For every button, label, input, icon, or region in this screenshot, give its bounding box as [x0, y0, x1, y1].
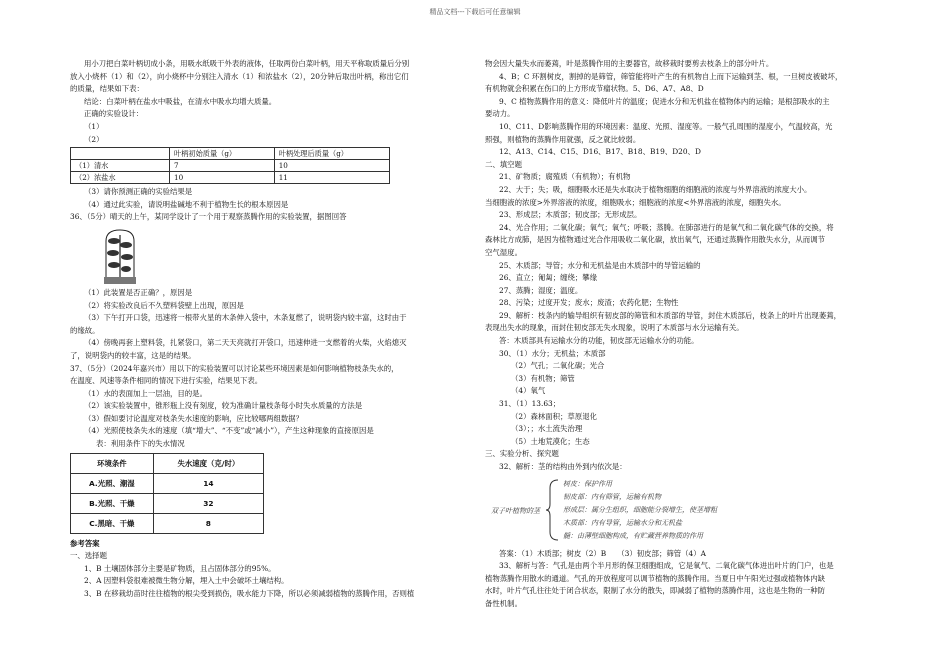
text-line: （4）氧气	[511, 386, 546, 396]
text-line: 空气湿度。	[485, 247, 522, 257]
diagram-item: 髓：由薄壁细胞构成，有贮藏营养物质的作用	[563, 531, 703, 540]
text-line: 表现出失水的现象，而封住韧皮部无失水现象，说明了木质部与水分运输有关。	[485, 323, 744, 333]
diagram-root-label: 双子叶植物的茎	[491, 506, 540, 515]
diagram-item: 韧皮部：内有筛管，运输有机物	[563, 492, 661, 501]
text-line: 30、（1）水分；无机盐；木质部	[499, 348, 606, 358]
table-header-cell: 叶柄初始质量（g）	[170, 148, 275, 160]
text-line: （1）此装置是否正确？，原因是	[84, 287, 193, 297]
text-line: 4、B；C 环割树皮，割掉的是筛管，筛管能将叶产生的有机物自上而下运输到茎、根，一旦树皮被破坏，	[499, 71, 843, 81]
table-row	[71, 160, 390, 172]
page-header: 精品文档---下载后可任意编辑	[429, 8, 521, 16]
text-line: 植物蒸腾作用散水的通道。气孔的开放程度可以调节植物的蒸腾作用。当夏日中午阳光过强或植物体内缺	[485, 573, 825, 583]
table-header-cell: 叶柄处理后质量（g）	[274, 148, 389, 160]
text-line: （5）土地荒漠化；生态	[511, 436, 590, 446]
text-line: 当细胞液的浓度>外界溶液的浓度，细胞吸水；细胞液的浓度<外界溶液的浓度，细胞失水。	[485, 197, 786, 207]
text-line: （3）假如要讨论温度对枝条失水速度的影响，应比较哪两组数据？	[84, 413, 304, 423]
diagram-item: 树皮：保护作用	[563, 479, 612, 488]
question-36: 36、（5分）晴天的上午，某同学设计了一个用于观察蒸腾作用的实验装置，据图回答	[70, 212, 347, 222]
text-line: 21、矿物质；腐殖质（有机物）；有机物	[499, 172, 631, 182]
text-line: 的质量，结果如下表：	[70, 84, 144, 94]
text-line: （3）有机物；筛管	[511, 373, 575, 383]
text-line: （2）气孔；二氧化碳；光合	[511, 361, 605, 371]
diagram-item: 木质部：内有导管，运输水分和无机盐	[563, 518, 682, 527]
table-row	[71, 493, 264, 513]
answers-title: 参考答案	[70, 538, 100, 548]
text-line: 29、解析：枝条内的输导组织有韧皮部的筛管和木质部的导管，封住木质部后，枝条上的叶片出现萎蔫，	[499, 310, 841, 320]
text-line: （3）下午打开口袋，迅速将一根带火星的木条伸入袋中，木条复燃了，说明袋内较丰富，这时由于	[84, 313, 407, 323]
bagged-plant-illustration	[100, 227, 465, 285]
brace-icon	[545, 478, 559, 542]
text-line: 答：木质部具有运输水分的功能，韧皮部无运输水分的功能。	[499, 336, 699, 346]
text-line: 23、形成层；木质部；韧皮部；无形成层。	[499, 210, 642, 220]
table-header-row	[71, 148, 390, 160]
text-line: 森林比方成肺，是因为植物通过光合作用吸收二氧化碳，放出氧气，还通过蒸腾作用散失水分，从而调节	[485, 235, 825, 245]
answer-line: 2、A 因塑料袋很难被微生物分解，埋入土中会破坏土壤结构。	[84, 576, 289, 586]
text-line: （2）森林面积；草原退化	[511, 411, 598, 421]
text-line: 12、A13、C14、C15、D16、B17、B18、B19、D20、D	[499, 147, 701, 157]
text-line: 31、（1）13.63；	[499, 399, 561, 409]
table-row	[71, 473, 264, 493]
section-title: 一、选择题	[70, 551, 107, 561]
text-line: （3）；；水土流失治理	[511, 424, 583, 434]
text-line: 照强，则植物的蒸腾作用就强，反之就比较弱。	[485, 134, 641, 144]
table-row	[71, 513, 264, 533]
text-line: 28、污染；过度开发；废水；废渣；农药化肥；生物性	[499, 298, 679, 308]
text-line: 放入小烧杯（1）和（2），向小烧杯中分别注入清水（1）和浓盐水（2），20分钟后取出叶柄，称出它们	[70, 71, 409, 81]
text-line: 22、大于；失；吸，细胞吸水还是失水取决于植物细胞的细胞液的浓度与外界溶液的浓度大小。	[499, 184, 812, 194]
table-cell: 10	[274, 160, 389, 172]
question-37: 37、（5分）（2024年嘉兴市）用以下的实验装置可以讨论某些环境因素是如何影响植物枝条失水的，	[70, 363, 399, 373]
table-cell: （2）浓盐水	[71, 172, 170, 184]
text-line: （1）	[84, 121, 104, 131]
answer-line: 答案：（1）木质部；树皮（2）B （3）韧皮部；筛管（4）A	[499, 548, 706, 558]
text-line: 水时，叶片气孔往往处于闭合状态，限制了水分的散失，即减弱了植物的蒸腾作用，这也是生物的一种防	[485, 586, 825, 596]
text-line: 备性机制。	[485, 598, 522, 608]
conclusion-line: 结论：白菜叶柄在盐水中吸盐，在清水中吸水均增大质量。	[84, 96, 277, 106]
text-line: 27、蒸腾；湿度；温度。	[499, 285, 583, 295]
table-caption: 表：利用条件下的失水情况	[96, 439, 185, 449]
table-row	[71, 172, 390, 184]
table-cell: 32	[153, 493, 263, 513]
text-line: 10、C11、D影响蒸腾作用的环境因素：温度、光照、湿度等。一般气孔周围的湿度小，气温较高，光	[499, 121, 833, 131]
diagram-item: 形成层：属分生组织，细胞能分裂增生，使茎增粗	[563, 505, 717, 514]
table-cell: 8	[153, 513, 263, 533]
text-line: 用小刀把白菜叶柄切成小条，用吸水纸吸干外表的液体，任取两份白菜叶柄，用天平称取质量后分别	[84, 59, 410, 68]
table-cell: 7	[170, 160, 275, 172]
text-line: 32、解析：茎的结构由外到内依次是：	[499, 462, 627, 471]
table-cell: 14	[153, 473, 263, 493]
text-line: （2）将实验改良后不久塑料袋壁上出现，原因是	[84, 300, 244, 310]
left-column	[70, 58, 465, 601]
text-line: 正确的实验设计：	[84, 109, 144, 119]
table-cell: B.光照、干燥	[71, 493, 154, 513]
table-cell: 11	[274, 172, 389, 184]
table-cell: C.黑暗、干燥	[71, 513, 154, 533]
text-line: 要动力。	[485, 109, 515, 119]
table-cell: A.光照、潮湿	[71, 473, 154, 493]
table-header-cell: 环境条件	[71, 453, 154, 473]
mass-table	[70, 147, 390, 184]
text-line: 的缘故。	[70, 325, 100, 335]
table-cell: 10	[170, 172, 275, 184]
table-header-cell	[71, 148, 170, 160]
text-line: （4）通过此实验，请说明盐碱地不利于植物生长的根本原因是	[84, 199, 289, 209]
text-line: 33、解析与答：气孔是由两个半月形的保卫细胞组成，它是氧气、二氧化碳气体进出叶片的门户，也是	[499, 561, 834, 571]
text-line: （4）光照使枝条失水的速度（填“增大”、“不变”或“减小”），产生这种现象的直接原因是	[84, 426, 374, 436]
text-line: 物会因大量失水而萎蔫，叶是蒸腾作用的主要器官，故移栽时要剪去枝条上的部分叶片。	[485, 59, 774, 68]
water-loss-table	[70, 453, 264, 534]
text-line: （1）水的表面加上一层油，目的是。	[84, 388, 207, 398]
text-line: （4）傍晚再套上塑料袋，扎紧袋口，第二天天亮就打开袋口，迅速伸进一支燃着的火柴，火焰熄灭	[84, 338, 407, 348]
text-line: 25、木质部；导管；水分和无机盐是由木质部中的导管运输的	[499, 260, 701, 270]
text-line: （2）	[84, 134, 104, 144]
stem-structure-diagram	[485, 476, 890, 544]
section-title: 二、填空题	[485, 159, 522, 169]
text-line: 26、直立；匍匐；缠绕；攀缘	[499, 273, 598, 283]
section-title: 三、实验分析、探究题	[485, 449, 559, 459]
text-line: 24、光合作用；二氧化碳；氧气；氧气；呼吸；蒸腾。在肺部进行的是氧气和二氧化碳气体的交换，将	[499, 222, 834, 232]
text-line: 在温度、风速等条件相同的情况下进行实验，结果见下表。	[70, 376, 263, 386]
table-header-cell: 失水速度（克/时）	[153, 453, 263, 473]
text-line: 了，说明袋内的较丰富，这是的结果。	[70, 350, 196, 360]
text-line: （2）该实验装置中，锥形瓶上没有刻度，较为准确计量枝条每小时失水质量的方法是	[84, 401, 363, 411]
text-line: 有机物就会积累在伤口的上方形成节瘤状物。5、D6、A7、A8、D	[485, 84, 704, 94]
text-line: 9、C 植物蒸腾作用的意义：降低叶片的温度；促进水分和无机盐在植物体内的运输；是根部吸水的主	[499, 96, 830, 106]
table-header-row	[71, 453, 264, 473]
answer-line: 3、B 在移栽幼苗时往往植物的根尖受到损伤，吸水能力下降，所以必须减弱植物的蒸腾作用，否则植	[84, 589, 415, 599]
table-cell: （1）清水	[71, 160, 170, 172]
answer-line: 1、B 土壤固体部分主要是矿物质，且占固体部分的95%。	[84, 563, 276, 573]
text-line: （3）请你预测正确的实验结果是	[84, 187, 193, 197]
right-column	[485, 58, 890, 611]
